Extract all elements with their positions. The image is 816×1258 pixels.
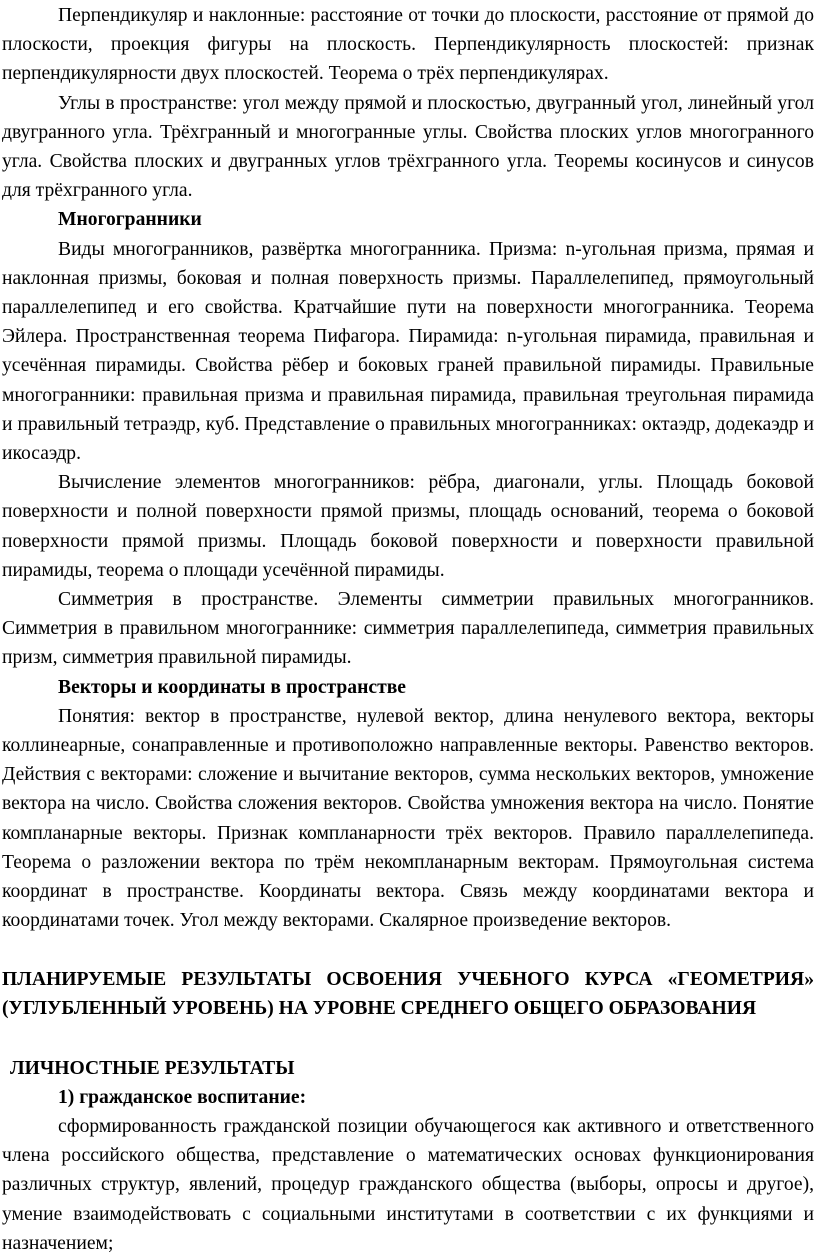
paragraph-symmetry: Симметрия в пространстве. Элементы симметрии правильных многогранников. Симметрия в правильном многограннике: симметрия параллелепипеда, симметрия правильных призм, симметрия правильной пирамиды. — [2, 589, 814, 669]
spacer — [2, 1023, 814, 1054]
paragraph-perpendicular: Перпендикуляр и наклонные: расстояние от точки до плоскости, расстояние от прямой до плоскости, проекция фигуры на плоскость. Перпендикулярность плоскостей: признак перпендикулярности двух плоскостей. Теорема о трёх перпендикулярах. — [2, 5, 814, 85]
paragraph-polyhedra-computation: Вычисление элементов многогранников: рёбра, диагонали, углы. Площадь боковой поверхности и полной поверхности прямой призмы, площадь оснований, теорема о боковой поверхности прямой призмы. Площадь боковой поверхности и поверхности правильной пирамиды, теорема о площади усечённой пирамиды. — [2, 472, 814, 581]
paragraph-polyhedra-types: Виды многогранников, развёртка многогранника. Призма: n-угольная призма, прямая и наклонная призмы, боковая и полная поверхность призмы. Параллелепипед, прямоугольный параллелепипед и его свойства. Кратчайшие пути на поверхности многогранника. Теорема Эйлера. Пространственная теорема Пифагора. Пирамида: n-угольная пирамида, правильная и усечённая пирамиды. Свойства рёбер и боковых граней правильной пирамиды. Правильные многогранники: правильная призма и правильная пирамида, правильная треугольная пирамида и правильный тетраэдр, куб. Представление о правильных многогранниках: октаэдр, додекаэдр и икосаэдр. — [2, 238, 814, 465]
heading-vectors: Векторы и координаты в пространстве — [58, 676, 406, 698]
paragraph-civic-position: сформированность гражданской позиции обучающегося как активного и ответственного члена российского общества, представление о математических основах функционирования различных структур, явлений, процедур гражданского общества (выборы, опросы и другое), умение взаимодействовать с социальными институтами в соответствии с их функциями и назначением; — [2, 1115, 814, 1254]
heading-personal-results: ЛИЧНОСТНЫЕ РЕЗУЛЬТАТЫ — [10, 1057, 295, 1079]
heading-civic-education: 1) гражданское воспитание: — [58, 1086, 307, 1108]
heading-polyhedra: Многогранники — [58, 209, 202, 231]
paragraph-vectors: Понятия: вектор в пространстве, нулевой вектор, длина ненулевого вектора, векторы коллинеарные, сонаправленные и противоположно направленные векторы. Равенство векторов. Действия с векторами: сложение и вычитание векторов, сумма нескольких векторов, умножение вектора на число. Свойства сложения векторов. Свойства умножения вектора на число. Понятие компланарные векторы. Признак компланарности трёх векторов. Правило параллелепипеда. Теорема о разложении вектора по трём некомпланарным векторам. Прямоугольная система координат в пространстве. Координаты вектора. Связь между координатами вектора и координатами точек. Угол между векторами. Скалярное произведение векторов. — [2, 705, 814, 932]
paragraph-angles: Углы в пространстве: угол между прямой и плоскостью, двугранный угол, линейный угол двугранного угла. Трёхгранный и многогранные углы. Свойства плоских углов многогранного угла. Свойства плоских и двугранных углов трёхгранного угла. Теоремы косинусов и синусов для трёхгранного угла. — [2, 92, 814, 202]
spacer — [2, 936, 814, 965]
heading-planned-results: ПЛАНИРУЕМЫЕ РЕЗУЛЬТАТЫ ОСВОЕНИЯ УЧЕБНОГО КУРСА «ГЕОМЕТРИЯ» (УГЛУБЛЕННЫЙ УРОВЕНЬ) НА УРОВНЕ СРЕДНЕГО ОБЩЕГО ОБРАЗОВАНИЯ — [2, 968, 814, 1019]
